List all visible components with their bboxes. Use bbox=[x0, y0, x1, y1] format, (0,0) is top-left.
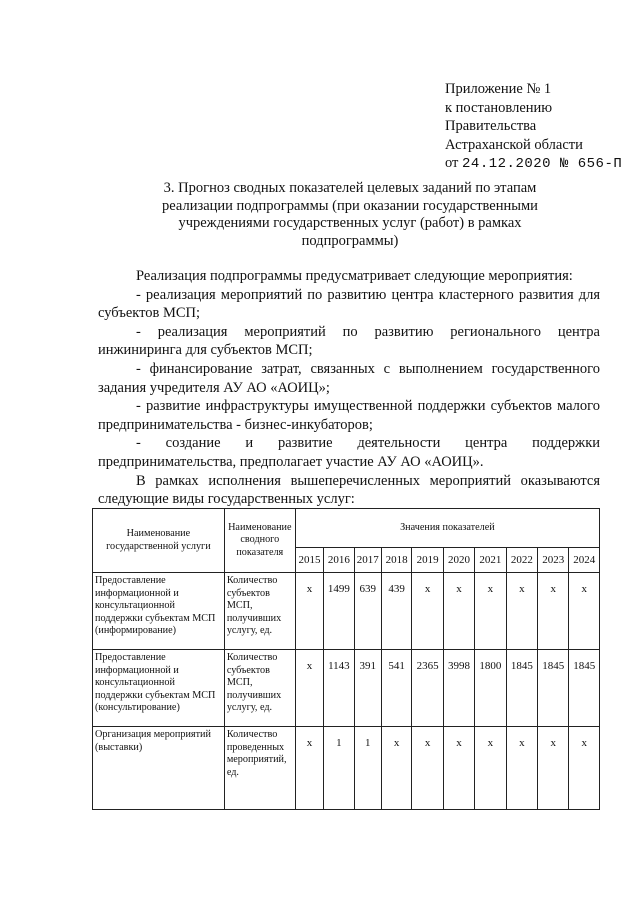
indicator-cell: Количество субъектов МСП, получивших услугу, ед. bbox=[224, 573, 295, 650]
value-cell: 3998 bbox=[443, 650, 474, 727]
service-cell: Предоставление информационной и консультационной поддержки субъектам МСП (информирование) bbox=[93, 573, 225, 650]
appendix-date: 24.12.2020 № 656-П bbox=[462, 156, 623, 172]
section-heading: 3. Прогноз сводных показателей целевых заданий по этапам реализации подпрограммы (при оказании государственными учреждениями государственных услуг (работ) в рамках подпрограммы) bbox=[162, 180, 538, 249]
appendix-line-4: Астраханской области bbox=[445, 136, 583, 153]
appendix-line-3: Правительства bbox=[445, 118, 537, 134]
body-item-3: - финансирование затрат, связанных с выполнением государственного задания учредителя АУ АО «АОИЦ»; bbox=[98, 360, 600, 396]
appendix-block bbox=[445, 80, 622, 174]
value-cell: x bbox=[475, 727, 506, 810]
value-cell: x bbox=[538, 727, 569, 810]
value-cell: x bbox=[569, 727, 600, 810]
appendix-date-line bbox=[445, 154, 622, 174]
services-table bbox=[92, 508, 600, 810]
year-cell: 2023 bbox=[538, 548, 569, 573]
value-cell: x bbox=[506, 573, 537, 650]
year-cell: 2016 bbox=[324, 548, 354, 573]
appendix-line-2: к постановлению bbox=[445, 99, 553, 116]
year-cell: 2015 bbox=[295, 548, 323, 573]
table-row bbox=[93, 573, 600, 650]
value-cell: 639 bbox=[354, 573, 381, 650]
year-cell: 2022 bbox=[506, 548, 537, 573]
values-header: Значения показателей bbox=[295, 509, 599, 548]
value-cell: 2365 bbox=[412, 650, 443, 727]
body-item-4: - развитие инфраструктуры имущественной поддержки субъектов малого предпринимательства - бизнес-инкубаторов; bbox=[98, 398, 600, 433]
body-outro: В рамках исполнения вышеперечисленных мероприятий оказываются следующие виды государственных услуг: bbox=[98, 472, 600, 508]
body-item-1: - реализация мероприятий по развитию центра кластерного развития для субъектов МСП; bbox=[98, 286, 600, 322]
year-cell: 2019 bbox=[412, 548, 443, 573]
service-cell: Предоставление информационной и консультационной поддержки субъектам МСП (консультирование) bbox=[93, 650, 225, 727]
value-cell: 439 bbox=[381, 573, 411, 650]
value-cell: 1845 bbox=[538, 650, 569, 727]
year-cell: 2024 bbox=[569, 548, 600, 573]
value-cell: x bbox=[475, 573, 506, 650]
value-cell: x bbox=[412, 573, 443, 650]
value-cell: 1499 bbox=[324, 573, 354, 650]
value-cell: x bbox=[412, 727, 443, 810]
value-cell: 1 bbox=[324, 727, 354, 810]
value-cell: 1 bbox=[354, 727, 381, 810]
year-cell: 2017 bbox=[354, 548, 381, 573]
value-cell: 1845 bbox=[569, 650, 600, 727]
value-cell: x bbox=[295, 573, 323, 650]
body-item-5: - создание и развитие деятельности центра поддержки предпринимательства, предполагает участие АУ АО «АОИЦ». bbox=[98, 435, 600, 470]
body-intro: Реализация подпрограммы предусматривает следующие мероприятия: bbox=[136, 268, 573, 284]
value-cell: 1845 bbox=[506, 650, 537, 727]
value-cell: 541 bbox=[381, 650, 411, 727]
table-row bbox=[93, 650, 600, 727]
indicator-cell: Количество проведенных мероприятий, ед. bbox=[224, 727, 295, 810]
value-cell: x bbox=[506, 727, 537, 810]
value-cell: x bbox=[443, 573, 474, 650]
table-header-row bbox=[93, 509, 600, 548]
year-cell: 2018 bbox=[381, 548, 411, 573]
value-cell: x bbox=[381, 727, 411, 810]
col-indicator-header: Наименование сводного показателя bbox=[224, 509, 295, 573]
year-cell: 2020 bbox=[443, 548, 474, 573]
indicator-cell: Количество субъектов МСП, получивших услугу, ед. bbox=[224, 650, 295, 727]
value-cell: 391 bbox=[354, 650, 381, 727]
value-cell: x bbox=[538, 573, 569, 650]
table-row bbox=[93, 727, 600, 810]
col-service-header: Наименование государственной услуги bbox=[93, 509, 225, 573]
value-cell: x bbox=[443, 727, 474, 810]
appendix-date-prefix: от bbox=[445, 155, 459, 171]
value-cell: 1143 bbox=[324, 650, 354, 727]
body-text bbox=[98, 267, 600, 509]
value-cell: x bbox=[569, 573, 600, 650]
body-item-2: - реализация мероприятий по развитию регионального центра инжиниринга для субъектов МСП; bbox=[98, 323, 600, 359]
value-cell: x bbox=[295, 650, 323, 727]
value-cell: x bbox=[295, 727, 323, 810]
service-cell: Организация мероприятий (выставки) bbox=[93, 727, 225, 810]
value-cell: 1800 bbox=[475, 650, 506, 727]
year-cell: 2021 bbox=[475, 548, 506, 573]
appendix-line-1: Приложение № 1 bbox=[445, 81, 552, 97]
